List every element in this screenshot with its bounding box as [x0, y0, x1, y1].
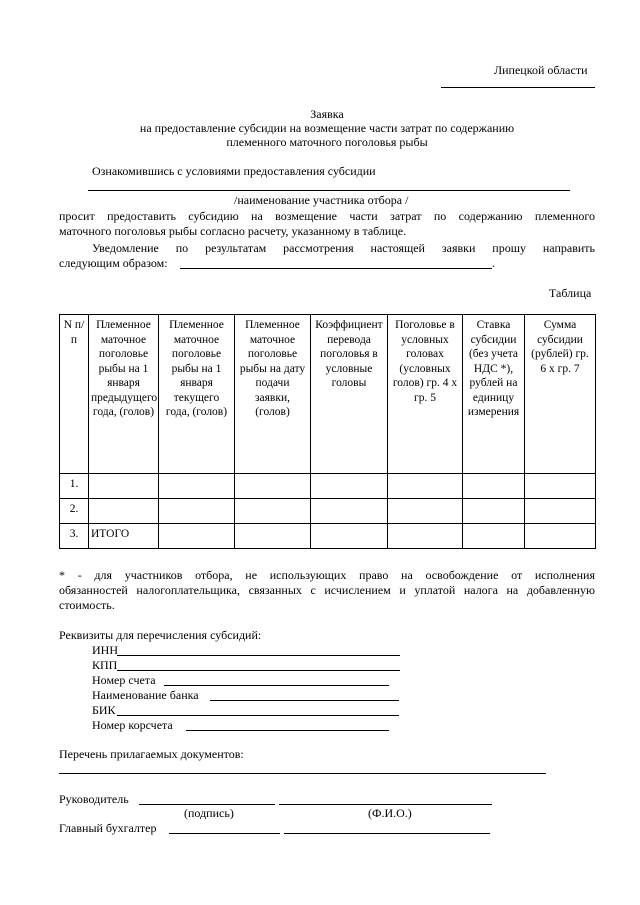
- table-cell[interactable]: [311, 474, 388, 499]
- acquainted-text: Ознакомившись с условиями предоставления субсидии: [92, 164, 376, 178]
- table-cell[interactable]: [388, 524, 463, 549]
- notice-prefix: следующим образом:: [59, 256, 168, 270]
- header-cell: Коэффициент перевода поголовья в условные головы: [311, 315, 388, 474]
- inn-field[interactable]: [117, 655, 400, 656]
- region-underline: [441, 87, 595, 88]
- table-cell[interactable]: [525, 499, 596, 524]
- table-cell[interactable]: [235, 524, 311, 549]
- table-header-row: [60, 315, 596, 474]
- header-cell: Поголовье в условных головах (условных голов) гр. 4 x гр. 5: [388, 315, 463, 474]
- row-number: 1.: [60, 474, 89, 499]
- participant-name-field[interactable]: [88, 190, 570, 191]
- header-cell: N п/п: [60, 315, 89, 474]
- head-name-field[interactable]: [279, 804, 492, 805]
- kpp-label: КПП: [92, 658, 118, 672]
- request-line-1: просит предоставить субсидию на возмещение части затрат по содержанию племенного: [59, 209, 595, 223]
- table-cell[interactable]: [159, 474, 235, 499]
- row-number: 3.: [60, 524, 89, 549]
- table-cell[interactable]: [388, 499, 463, 524]
- notice-line-1: Уведомление по результатам рассмотрения настоящей заявки прошу направить: [92, 241, 595, 255]
- title-line-2: на предоставление субсидии на возмещение части затрат по содержанию: [139, 121, 515, 135]
- name-caption: (Ф.И.О.): [368, 806, 412, 820]
- table-cell[interactable]: [388, 474, 463, 499]
- account-field[interactable]: [164, 685, 389, 686]
- bank-name-field[interactable]: [210, 700, 399, 701]
- bik-label: БИК: [92, 703, 116, 717]
- document-title: [59, 107, 595, 149]
- table-caption: Таблица: [549, 286, 592, 300]
- footnote-line-3: стоимость.: [59, 598, 115, 612]
- total-label: ИТОГО: [89, 524, 159, 549]
- documents-field[interactable]: [59, 773, 546, 774]
- requisites-heading: Реквизиты для перечисления субсидий:: [59, 628, 262, 642]
- header-cell: Ставка субсидии (без учета НДС *), рублей на единицу измерения: [463, 315, 525, 474]
- head-signature-field[interactable]: [139, 804, 275, 805]
- corr-account-label: Номер корсчета: [92, 718, 173, 732]
- table-row: [60, 474, 596, 499]
- bik-field[interactable]: [117, 715, 399, 716]
- notice-method-field[interactable]: [180, 268, 492, 269]
- footnote: [59, 568, 595, 613]
- corr-account-field[interactable]: [186, 730, 389, 731]
- subsidy-table: [59, 314, 596, 549]
- header-cell: Сумма субсидии (рублей) гр. 6 x гр. 7: [525, 315, 596, 474]
- request-paragraph: [59, 209, 595, 239]
- table-cell[interactable]: [159, 524, 235, 549]
- account-label: Номер счета: [92, 673, 156, 687]
- kpp-field[interactable]: [117, 670, 400, 671]
- table-cell[interactable]: [463, 524, 525, 549]
- accountant-signature-field[interactable]: [169, 833, 280, 834]
- title-line-1: Заявка: [310, 107, 344, 121]
- table-cell[interactable]: [235, 499, 311, 524]
- request-line-2: маточного поголовья рыбы согласно расчету, указанному в таблице.: [59, 224, 407, 238]
- bank-name-label: Наименование банка: [92, 688, 199, 702]
- documents-heading: Перечень прилагаемых документов:: [59, 747, 244, 761]
- inn-label: ИНН: [92, 643, 118, 657]
- table-cell[interactable]: [463, 499, 525, 524]
- header-cell: Племенное маточное поголовье рыбы на 1 января предыдущего года, (голов): [89, 315, 159, 474]
- table-cell[interactable]: [311, 524, 388, 549]
- head-label: Руководитель: [59, 792, 129, 806]
- participant-caption: /наименование участника отбора /: [234, 193, 409, 207]
- table-cell[interactable]: [235, 474, 311, 499]
- table-cell[interactable]: [159, 499, 235, 524]
- footnote-line-2: обязанностей налогоплательщика, связанных с исчислением и уплатой налога на добавленную: [59, 583, 595, 597]
- table-row-total: [60, 524, 596, 549]
- table-cell[interactable]: [311, 499, 388, 524]
- row-number: 2.: [60, 499, 89, 524]
- accountant-label: Главный бухгалтер: [59, 821, 157, 835]
- footnote-line-1: * - для участников отбора, не использующих право на освобождение от исполнения: [59, 568, 595, 582]
- title-line-3: племенного маточного поголовья рыбы: [226, 135, 428, 149]
- table-row: [60, 499, 596, 524]
- table-cell[interactable]: [463, 474, 525, 499]
- table-cell[interactable]: [525, 474, 596, 499]
- header-cell: Племенное маточное поголовье рыбы на 1 января текущего года, (голов): [159, 315, 235, 474]
- header-cell: Племенное маточное поголовье рыбы на дату подачи заявки, (голов): [235, 315, 311, 474]
- accountant-name-field[interactable]: [284, 833, 490, 834]
- region-label: Липецкой области: [494, 63, 588, 77]
- notice-suffix: .: [492, 256, 495, 270]
- signature-caption: (подпись): [184, 806, 234, 820]
- table-cell[interactable]: [89, 474, 159, 499]
- table-cell[interactable]: [89, 499, 159, 524]
- table-cell[interactable]: [525, 524, 596, 549]
